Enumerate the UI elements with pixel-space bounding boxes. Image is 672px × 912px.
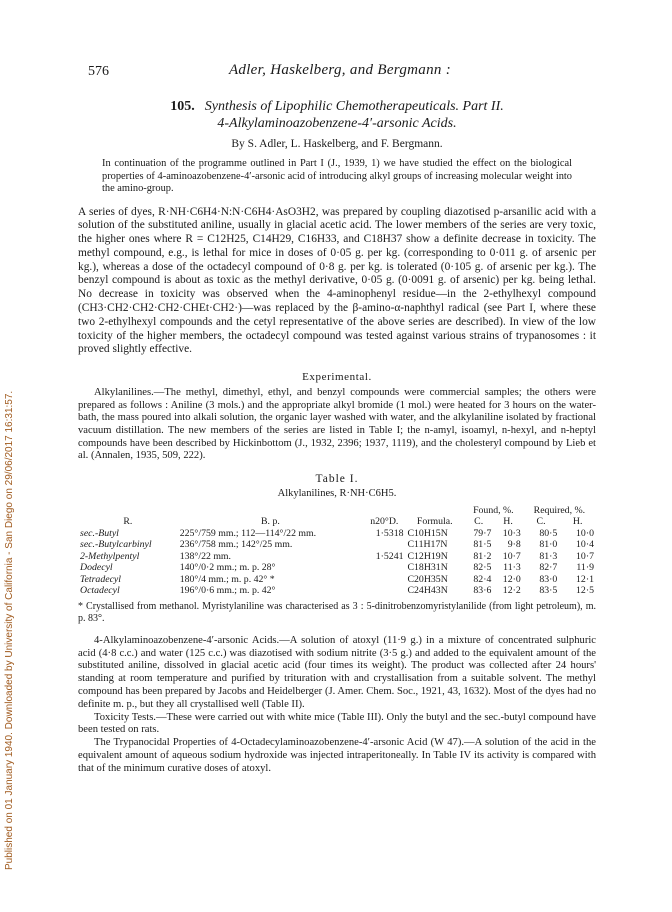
cell-r: 2-Methylpentyl [80, 550, 140, 562]
article-title [78, 98, 596, 132]
cell-n [363, 585, 405, 597]
cell-r: Tetradecyl [80, 573, 121, 585]
cell-found-c: 82·4 [473, 573, 492, 585]
cell-found-h: 10·3 [502, 527, 521, 539]
title-line-1: Synthesis of Lipophilic Chemotherapeuticals. Part II. [204, 99, 504, 114]
cell-formula: C11H17N [407, 539, 448, 551]
table-row [78, 551, 596, 563]
cell-n: 1·5318 [375, 527, 404, 539]
download-info-sidebar [4, 60, 18, 870]
intro-paragraph: A series of dyes, R·NH·C6H4·N:N·C6H4·AsO3H2, was prepared by coupling diazotised p-arsanilic acid with a solution of the substituted aniline, usually in glacial acetic acid. The lower members of the series are very toxic, the higher ones where R = C12H25, C14H29, C16H33, and C18H37 show a definite decrease in toxicity. The methyl compound, e.g., is lethal for mice in doses of 0·05 g. per kg. (corresponding to 0·011 g. of arsenic per kg.), whereas a dose of the octadecyl compound of 0·8 g. per kg. is tolerated (0·105 g. of arsenic per kg.). The benzyl compound is about as toxic as the methyl derivative, 0·05 g. (0·0091 g. of arsenic) per kg. being lethal. No decrease in toxicity was observed when the 4-aminophenyl residue—in the 2-ethylhexyl compound (CH3·CH2·CH2·CH2·CHEt·CH2·)—was replaced by the β-amino-α-naphthyl radical (see Part I, where these two 2-ethylhexyl compounds and the cetyl representative of the above series are described). In view of the low toxicity of the higher members, the octadecyl compound was tested against various strains of trypanosomes : it proved slightly effective. [78, 205, 596, 356]
cell-bp: 140°/0·2 mm.; m. p. 28° [179, 562, 276, 574]
cell-found-c: 81·2 [473, 550, 492, 562]
cell-n [363, 574, 405, 586]
cell-n: 1·5241 [375, 550, 404, 562]
col-header-required-h: H. [572, 516, 583, 528]
cell-formula: C10H15N [407, 527, 448, 539]
cell-found-c: 83·6 [473, 585, 492, 597]
cell-bp: 236°/758 mm.; 142°/25 mm. [179, 539, 293, 551]
col-header-r: R. [123, 516, 133, 528]
article-body [78, 98, 596, 776]
table-row [78, 585, 596, 597]
cell-required-c: 82·7 [539, 562, 558, 574]
cell-found-h: 12·0 [502, 573, 521, 585]
arsonic-acids-paragraph: 4-Alkylaminoazobenzene-4′-arsonic Acids.—A solution of atoxyl (11·9 g.) in a mixture of concentrated sulphuric acid (4·8 c.c.) and water (125 c.c.) was diazotised with sodium nitrite (3·5 g.) and added to the equivalent amount of the substituted aniline, dissolved in glacial acetic acid (four times its weight). The product was collected after 24 hours' standing at room temperature and purified by trituration with and crystallisation from a suitable solvent. The methyl compound has been prepared by Jacobs and Heidelberger (J. Amer. Chem. Soc., 1921, 43, 1632). Most of the dyes had no definite m. p., but they all crystallised well (Table II). [78, 634, 596, 710]
cell-required-c: 80·5 [539, 527, 558, 539]
cell-formula: C24H43N [407, 585, 448, 597]
cell-found-h: 9·8 [507, 539, 521, 551]
required-group-header: Required, %. [533, 504, 586, 516]
cell-r: Octadecyl [80, 585, 120, 597]
running-head: Adler, Haskelberg, and Bergmann : [228, 62, 452, 78]
table-title: Table I. [315, 472, 359, 485]
table-footnote: * Crystallised from methanol. Myristylaniline was characterised as 3 : 5-dinitrobenzomyristylanilide (from light petroleum), m. p. 83°. [78, 600, 596, 624]
cell-required-h: 10·4 [576, 539, 594, 551]
toxicity-tests-paragraph: Toxicity Tests.—These were carried out with white mice (Table III). Only the butyl and the sec.-butyl compound have been tested on rats. [78, 711, 596, 736]
abstract: In continuation of the programme outlined in Part I (J., 1939, 1) we have studied the effect on the biological properties of 4-aminoazobenzene-4′-arsonic acid of introducing alkyl groups of increasing molecular weight into the amino-group. [102, 158, 572, 194]
col-header-found-h: H. [503, 516, 513, 528]
table-row [78, 528, 596, 540]
cell-found-c: 79·7 [473, 527, 492, 539]
col-header-bp: B. p. [261, 516, 280, 528]
col-header-required-c: C. [536, 516, 546, 528]
trypanocidal-paragraph: The Trypanocidal Properties of 4-Octadecylaminoazobenzene-4′-arsonic Acid (W 47).—A solution of the acid in the equivalent amount of aqueous sodium hydroxide was injected intraperitoneally. In Table IV its activity is compared with that of the minimum curative doses of atoxyl. [78, 737, 596, 774]
cell-required-h: 11·9 [576, 562, 594, 574]
title-line-2: 4-Alkylaminoazobenzene-4′-arsonic Acids. [217, 116, 457, 131]
experimental-heading: Experimental. [302, 371, 372, 384]
cell-bp: 196°/0·6 mm.; m. p. 42° [179, 585, 276, 597]
col-header-formula: Formula. [416, 516, 453, 528]
table-row [78, 574, 596, 586]
cell-required-c: 83·5 [539, 585, 558, 597]
cell-required-c: 81·3 [539, 550, 558, 562]
cell-found-h: 12·2 [502, 585, 521, 597]
alkylanilines-paragraph: Alkylanilines.—The methyl, dimethyl, ethyl, and benzyl compounds were commercial samples; the others were prepared as follows : Aniline (3 mols.) and the appropriate alkyl bromide (1 mol.) were heated for 3 hours on the water-bath, the mass poured into alkali solution, the organic layer washed with water, and the alkylaniline isolated by fractional vacuum distillation. The new members of the series are listed in Table I; the n-amyl, isoamyl, n-hexyl, and n-heptyl compounds have been described by Hickinbottom (J., 1932, 2396; 1937, 1119), and the cholesteryl compound by Lieb et al. (Annalen, 1935, 509, 222). [78, 387, 596, 462]
cell-formula: C18H31N [407, 562, 448, 574]
cell-bp: 225°/759 mm.; 112—114°/22 mm. [179, 527, 317, 539]
cell-required-c: 81·0 [539, 539, 558, 551]
cell-required-h: 12·1 [576, 573, 594, 585]
col-header-refractive-index: n20°D. [370, 516, 399, 528]
cell-required-c: 83·0 [539, 573, 558, 585]
cell-r: sec.-Butylcarbinyl [80, 539, 152, 551]
cell-required-h: 10·7 [576, 550, 594, 562]
found-group-header: Found, %. [473, 504, 514, 516]
article-number: 105. [170, 99, 195, 114]
cell-required-h: 10·0 [576, 527, 594, 539]
alkylanilines-table [78, 505, 596, 597]
cell-bp: 180°/4 mm.; m. p. 42° * [179, 573, 275, 585]
cell-formula: C20H35N [407, 573, 448, 585]
cell-found-c: 81·5 [473, 539, 492, 551]
cell-found-h: 10·7 [502, 550, 521, 562]
table-row [78, 562, 596, 574]
authors: By S. Adler, L. Haskelberg, and F. Bergmann. [231, 138, 443, 150]
col-header-found-c: C. [474, 516, 484, 528]
table-row [78, 539, 596, 551]
download-info-text: Published on 01 January 1940. Downloaded by University of California - San Diego on 29/06/2017 16:31:57. [4, 390, 15, 870]
cell-n [363, 539, 405, 551]
table-subtitle: Alkylanilines, R·NH·C6H5. [277, 487, 397, 499]
page-number: 576 [88, 64, 109, 79]
cell-n [363, 562, 405, 574]
cell-bp: 138°/22 mm. [179, 550, 232, 562]
cell-found-c: 82·5 [473, 562, 492, 574]
cell-required-h: 12·5 [576, 585, 594, 597]
cell-r: Dodecyl [80, 562, 113, 574]
cell-found-h: 11·3 [503, 562, 521, 574]
cell-formula: C12H19N [407, 550, 448, 562]
cell-r: sec.-Butyl [80, 527, 119, 539]
